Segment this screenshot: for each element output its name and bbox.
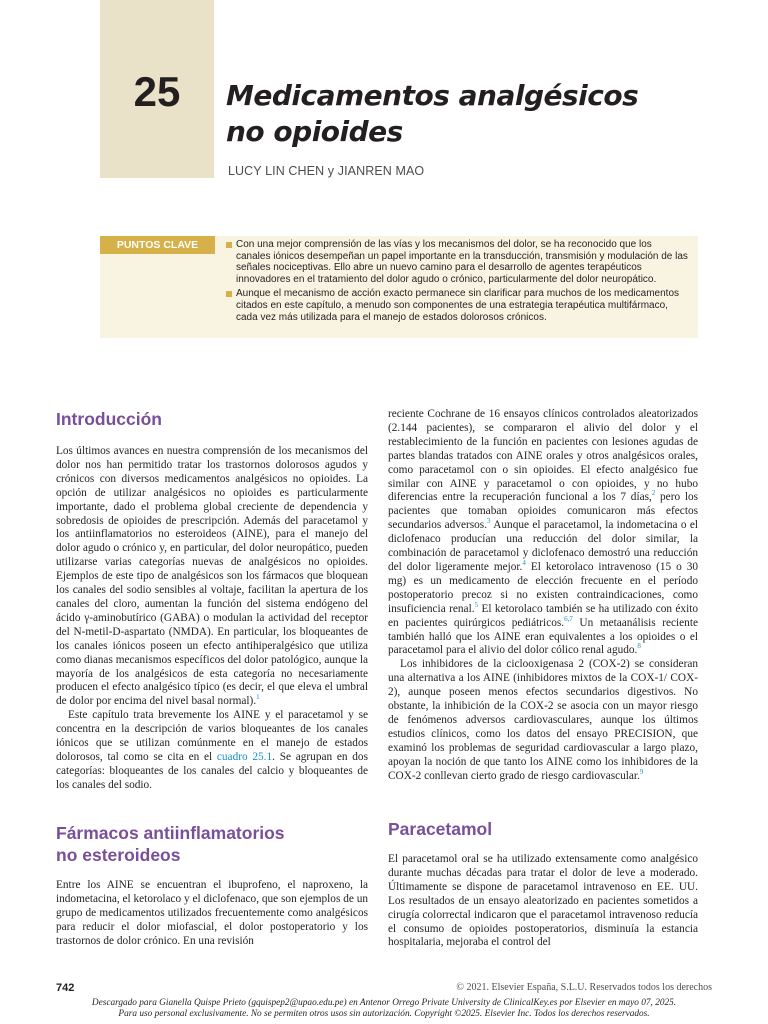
- right-paragraph-2: Los inhibidores de la ciclooxigenasa 2 (COX-2) se consideran una alternativa a los AINE (inhibidores mixtos de la COX-1/ COX-2), aunque poseen menos efectos secundarios digestivos. No obstante, la inhibición de la COX-2 se asocia con un mayor riesgo de fenómenos adversos cardiovasculares, aunque los últimos estudios clínicos, como los datos del ensayo PRECISION, que examinó los problemas de seguridad cardiovascular a largo plazo, apoyan la noción de que tanto los AINE como los inhibidores de la COX-2 conllevan cierto grado de riesgo cardiovascular.$^9$: [388, 658, 698, 782]
- reference-link[interactable]: 3: [487, 517, 491, 526]
- intro-paragraph-2: Este capítulo trata brevemente los AINE y el paracetamol y se concentra en la descripción de varios bloqueantes de los canales iónicos que se utilizan comúnmente en el manejo de estados dolorosos, tal como se cita en el cuadro 25.1. Se agrupan en dos categorías: bloqueantes de los canales del calcio y bloqueantes de los canales del sodio.: [56, 709, 368, 791]
- square-bullet-icon: [226, 242, 232, 248]
- reference-link[interactable]: 5: [474, 600, 479, 609]
- cuadro-link[interactable]: cuadro 25.1: [216, 750, 273, 763]
- chapter-authors: LUCY LIN CHEN y JIANREN MAO: [228, 164, 425, 178]
- key-points-list: [226, 239, 688, 326]
- key-point-text: Aunque el mecanismo de acción exacto permanece sin clarificar para muchos de los medicamentos citados en este capítulo, a menudo son componentes de una estrategia terapéutica multifármaco, cada vez más utilizada para el manejo de estados dolorosos crónicos.: [236, 288, 680, 323]
- right-column-body: [388, 408, 698, 783]
- section-heading-introduccion: Introducción: [56, 409, 162, 429]
- reference-link[interactable]: 1: [256, 693, 260, 702]
- aine-paragraph-1: Entre los AINE se encuentran el ibuprofeno, el naproxeno, la indometacina, el ketorolaco y el diclofenaco, que son ejemplos de un grupo de medicamentos utilizados frecuentemente como analgésicos para reducir el dolor miofascial, el dolor postoperatorio y los trastornos de dolor crónico. En una revisión: [56, 879, 368, 947]
- chapter-title: [226, 78, 706, 150]
- key-point-item: [226, 239, 688, 285]
- section-heading-paracetamol: Paracetamol: [388, 819, 493, 839]
- reference-link[interactable]: 2: [651, 489, 656, 498]
- paracetamol-paragraph-1: El paracetamol oral se ha utilizado extensamente como analgésico durante muchas décadas para tratar el dolor de leve a moderado. Últimamente se dispone de paracetamol intravenoso en EE. UU. Los resultados de un ensayo aleatorizado en pacientes sometidos a cirugía colorrectal indicaron que el paracetamol intravenoso reducía el consumo de opioides postoperatorios, disminuía la estancia hospitalaria, mejoraba el control del: [388, 853, 698, 949]
- chapter-title-line2: no opioides: [226, 115, 403, 148]
- download-note-line2: Para uso personal exclusivamente. No se permiten otros usos sin autorización. Copyright ©2025. Elsevier Inc. Todos los derechos reservados.: [118, 1009, 650, 1019]
- intro-body: [56, 445, 368, 793]
- chapter-number: 25: [133, 68, 181, 115]
- reference-link[interactable]: 9: [639, 767, 644, 776]
- square-bullet-icon: [226, 291, 232, 297]
- key-point-item: [226, 288, 688, 323]
- page-number: 742: [56, 982, 75, 994]
- reference-link[interactable]: 6,7: [564, 614, 573, 623]
- key-point-text: Con una mejor comprensión de las vías y los mecanismos del dolor, se ha reconocido que los canales iónicos desempeñan un papel importante en la transducción, transmisión y modulación de las señales nociceptivas. Ello abre un nuevo camino para el desarrollo de agentes terapéuticos innovadores en el tratamiento del dolor agudo o crónico, particularmente del dolor neuropático.: [236, 239, 688, 285]
- aine-body: [56, 879, 368, 949]
- intro-paragraph-1: Los últimos avances en nuestra comprensión de los mecanismos del dolor nos han permitido tratar los trastornos dolorosos agudos y crónicos con diversos medicamentos analgésicos no opioides. La opción de utilizar analgésicos no opioides es particularmente importante, dado el problema global creciente de dependencia y sobredosis de opioides de prescripción. Además del paracetamol y los antiinflamatorios no esteroideos (AINE), para el manejo del dolor agudo o crónico y, en particular, del dolor neuropático, pueden utilizarse varias categorías nuevas de analgésicos no opioides. Ejemplos de este tipo de analgésicos son los fármacos que bloquean los canales del sodio sensibles al voltaje, facilitan la apertura de los canales del cloro, aumentan la función del sistema endógeno del ácido γ-aminobutírico (GABA) o modulan la actividad del receptor del N-metil-D-aspartato (NMDA). En particular, los bloqueantes de los canales iónicos poseen un efecto antihiperalgésico que utiliza como dianas mecanismos específicos del dolor patológico, aunque la mayoría de los analgésicos de esta categoría no necesariamente producen el efecto analgésico típico (es decir, el que eleva el umbral de dolor por encima del nivel basal normal).$^1$: [56, 445, 368, 708]
- section-heading-aine: Fármacos antiinflamatorios no esteroideos: [56, 823, 285, 865]
- copyright-notice: © 2021. Elsevier España, S.L.U. Reservados todos los derechos: [456, 982, 712, 993]
- download-note-line1: Descargado para Gianella Quispe Prieto (gquispep2@upao.edu.pe) en Antenor Orrego Private University de ClinicalKey.es por Elsevier en mayo 07, 2025.: [91, 998, 677, 1008]
- reference-link[interactable]: 4: [522, 559, 526, 568]
- chapter-title-line1: Medicamentos analgésicos: [226, 79, 639, 112]
- download-note: [0, 998, 768, 1020]
- right-paragraph-1: reciente Cochrane de 16 ensayos clínicos controlados aleatorizados (2.144 pacientes), se compararon el alivio del dolor y el restablecimiento de la función en pacientes con lesiones agudas de partes blandas tratados con AINE orales y otros analgésicos orales, como paracetamol con o sin opioides. El efecto analgésico fue similar con AINE y paracetamol o con opioides, y no hubo diferencias entre la recuperación funcional a los 7 días,$^2$ pero los pacientes que tomaban opioides comunicaron más efectos secundarios adversos.$^3$ Aunque el paracetamol, la indometacina o el diclofenaco producían una reducción del dolor similar, la combinación de paracetamol y diclofenaco demostró una reducción del dolor ligeramente mejor.$^4$ El ketorolaco intravenoso (15 o 30 mg) es un medicamento de elección frecuente en el período postoperatorio precoz si no existen contraindicaciones, como insuficiencia renal.$^5$ El ketorolaco también se ha utilizado con éxito en pacientes quirúrgicos pediátricos.$^{6,7}$ Un metaanálisis reciente también halló que los AINE eran equivalentes a los opioides o el paracetamol para el alivio del dolor cólico renal agudo.$^8$: [388, 408, 699, 657]
- reference-link[interactable]: 8: [637, 642, 641, 651]
- key-points-label: PUNTOS CLAVE: [100, 236, 215, 254]
- paracetamol-body: [388, 853, 698, 950]
